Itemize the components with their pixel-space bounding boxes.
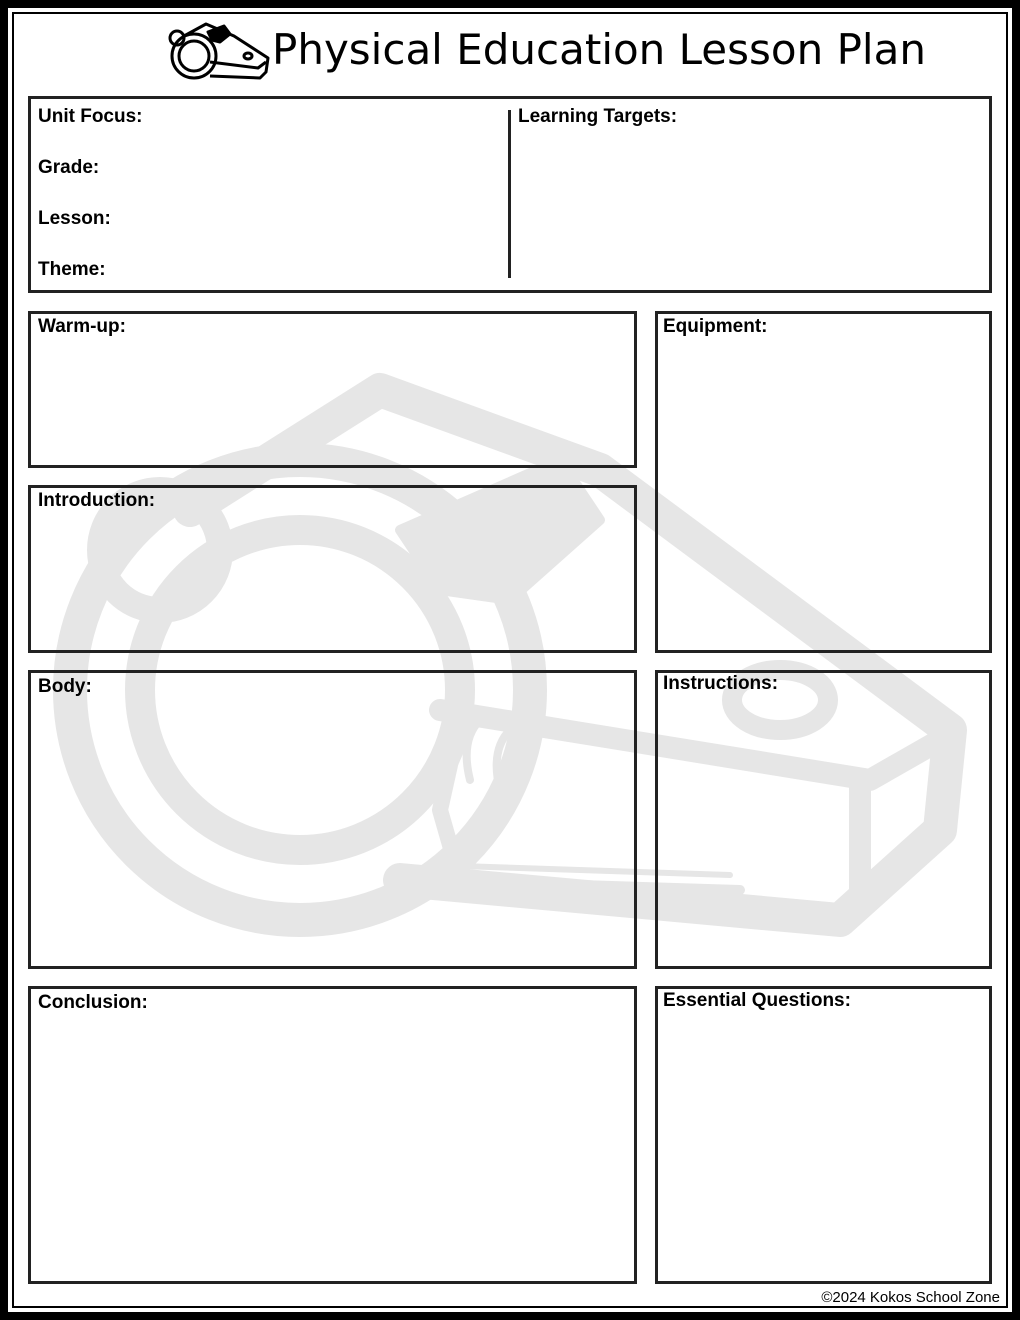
page-title: Physical Education Lesson Plan — [272, 25, 926, 74]
warm-up-label: Warm-up: — [38, 316, 126, 337]
lesson-label: Lesson: — [38, 208, 111, 229]
essential-questions-label: Essential Questions: — [663, 990, 851, 1011]
copyright-footer: ©2024 Kokos School Zone — [821, 1289, 1000, 1306]
unit-focus-label: Unit Focus: — [38, 106, 143, 127]
instructions-label: Instructions: — [663, 673, 779, 694]
body-box — [28, 670, 637, 969]
grade-label: Grade: — [38, 157, 100, 178]
equipment-box — [655, 311, 992, 653]
instructions-box — [655, 670, 992, 969]
theme-label: Theme: — [38, 259, 106, 280]
body-label: Body: — [38, 676, 92, 697]
info-divider — [508, 110, 511, 278]
conclusion-box — [28, 986, 637, 1284]
whistle-icon — [164, 18, 272, 84]
equipment-label: Equipment: — [663, 316, 768, 337]
learning-targets-label: Learning Targets: — [518, 106, 678, 127]
essential-questions-box — [655, 986, 992, 1284]
introduction-label: Introduction: — [38, 490, 156, 511]
conclusion-label: Conclusion: — [38, 992, 148, 1013]
